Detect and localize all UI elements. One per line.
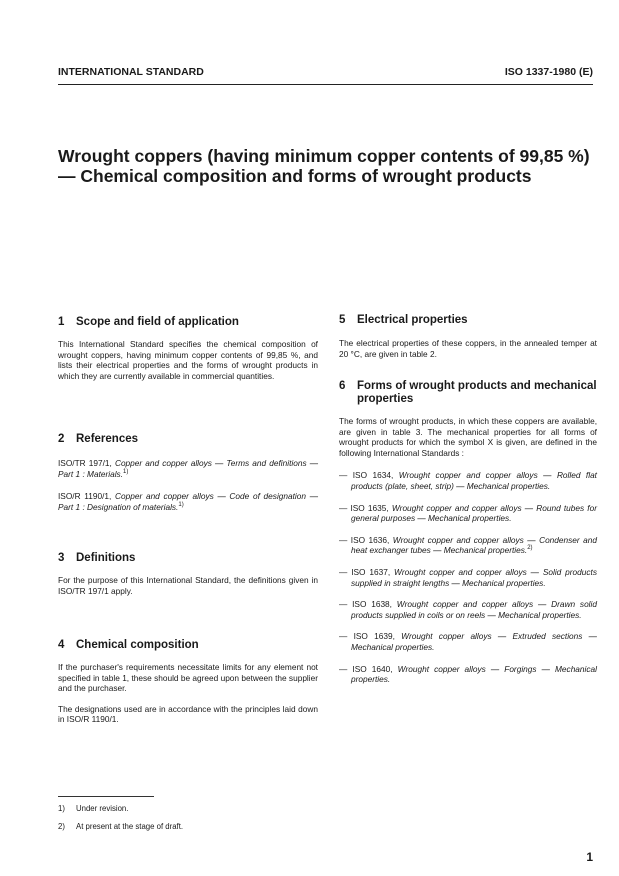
standard-iso-1637 (339, 567, 597, 588)
section-1-number: 1 (58, 316, 65, 328)
section-2-title: References (76, 433, 139, 445)
section-6-title: Forms of wrought products and mechanical properties (357, 380, 597, 405)
section-1-heading (58, 316, 318, 329)
standard-7-title: Wrought copper alloys — Forgings — Mechanical properties. (351, 663, 597, 685)
standard-5-title: Wrought copper and copper alloys — Drawn solid products supplied in coils or on reels — Mechanical properties. (351, 599, 597, 620)
header-rule (58, 84, 593, 85)
footnote-1-mark: 1) (58, 804, 65, 813)
section-4 (58, 639, 318, 725)
reference-2-code: ISO/R 1190/1, (58, 491, 116, 502)
page-number: 1 (586, 850, 593, 864)
document-reference: ISO 1337-1980 (E) (504, 66, 593, 78)
standard-iso-1639 (339, 631, 597, 652)
standard-6-title: Wrought copper alloys — Extruded sections — Mechanical properties. (351, 631, 597, 652)
standard-iso-1638 (339, 599, 597, 620)
section-5-body: The electrical properties of these coppers, in the annealed temper at 20 °C, are given in table 2. (339, 338, 597, 359)
reference-1-code: ISO/TR 197/1, (58, 458, 115, 468)
section-4-heading (58, 639, 318, 652)
standard-iso-1640 (339, 664, 597, 685)
section-3-title: Definitions (76, 552, 136, 564)
standard-5-prefix: — ISO 1638, (339, 599, 397, 610)
standard-iso-1636 (339, 535, 597, 556)
standard-iso-1634 (339, 470, 597, 491)
footnote-1 (58, 804, 128, 813)
section-2-number: 2 (58, 433, 65, 445)
section-6-number: 6 (339, 380, 346, 392)
document-type-label: INTERNATIONAL STANDARD (58, 66, 204, 78)
section-1-title: Scope and field of application (76, 316, 239, 328)
reference-2-footnote-mark: 1) (178, 502, 184, 509)
standard-6-prefix: — ISO 1639, (339, 631, 402, 642)
reference-1-title: Copper and copper alloys — Terms and definitions — Part 1 : Materials. (58, 458, 318, 479)
section-6-body: The forms of wrought products, in which these coppers are available, are given in table 3. The mechanical properties for all forms of wrought products for which the symbol X is given, are defined in the following International Standards : (339, 416, 597, 458)
section-4-number: 4 (58, 639, 65, 651)
standard-2-title: Wrought copper and copper alloys — Round tubes for general purposes — Mechanical properties. (351, 502, 597, 524)
section-5-heading (339, 314, 597, 327)
section-4-title: Chemical composition (76, 639, 199, 651)
reference-2-title: Copper and copper alloys — Code of designation — Part 1 : Designation of materials. (58, 491, 318, 512)
standard-iso-1635 (339, 503, 597, 524)
standard-3-title: Wrought copper and copper alloys — Condenser and heat exchanger tubes — Mechanical properties. (351, 534, 597, 556)
section-3-body: For the purpose of this International Standard, the definitions given in ISO/TR 197/1 apply. (58, 575, 318, 596)
standard-1-prefix: — ISO 1634, (339, 470, 399, 481)
standard-2-prefix: — ISO 1635, (339, 502, 392, 513)
section-2-heading (58, 433, 318, 446)
section-6-heading (339, 380, 597, 406)
section-5 (339, 314, 597, 359)
document-title: Wrought coppers (having minimum copper contents of 99,85 %) — Chemical composition and forms of wrought products (58, 146, 590, 186)
standard-7-prefix: — ISO 1640, (339, 663, 398, 674)
section-4-body-2: The designations used are in accordance with the principles laid down in ISO/R 1190/1. (58, 703, 318, 725)
footnote-rule (58, 796, 154, 797)
section-6 (339, 380, 597, 685)
reference-1-footnote-mark: 1) (123, 468, 129, 475)
reference-iso-r-1190-1 (58, 491, 318, 512)
section-4-body-1: If the purchaser's requirements necessitate limits for any element not specified in table 1, these should be agreed upon between the supplier and the purchaser. (58, 662, 318, 694)
section-2 (58, 433, 318, 512)
footnote-1-text: Under revision. (76, 804, 129, 813)
standard-3-prefix: — ISO 1636, (339, 534, 393, 545)
section-1 (58, 316, 318, 381)
footnote-2-text: At present at the stage of draft. (76, 822, 184, 831)
standard-4-title: Wrought copper and copper alloys — Solid products supplied in straight lengths — Mechanical properties. (351, 566, 597, 588)
section-3-number: 3 (58, 552, 65, 564)
standard-4-prefix: — ISO 1637, (339, 566, 395, 577)
footnote-2-mark: 2) (58, 822, 65, 831)
reference-iso-tr-197-1 (58, 458, 318, 479)
section-1-body: This International Standard specifies the chemical composition of wrought coppers, having minimum copper contents of 99,85 %, and lists their electrical properties and the forms of wrought products in which they are currently available in commercial quantities. (58, 339, 318, 381)
standard-3-footnote-mark: 2) (527, 545, 533, 552)
footnote-2 (58, 822, 183, 831)
standard-1-title: Wrought copper and copper alloys — Rolled flat products (plate, sheet, strip) — Mechanical properties. (351, 470, 597, 491)
section-5-number: 5 (339, 314, 346, 326)
section-3-heading (58, 552, 318, 565)
section-5-title: Electrical properties (357, 314, 468, 326)
section-3 (58, 552, 318, 596)
